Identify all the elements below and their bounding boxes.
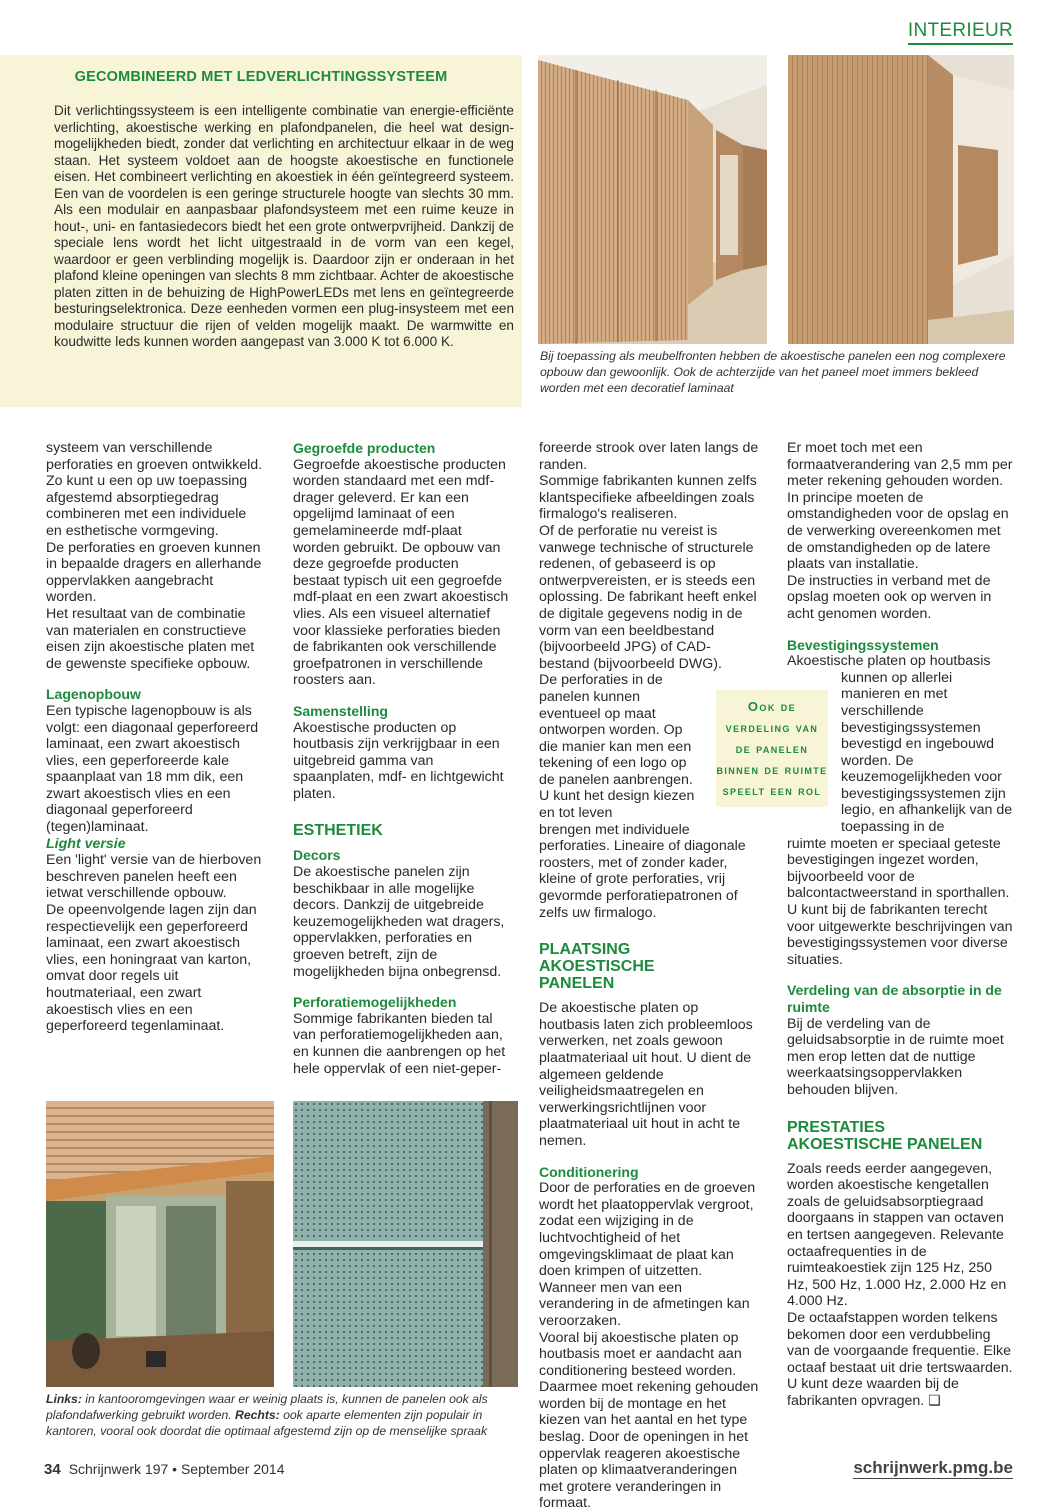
col2-paragraph: De akoestische panelen zijn beschikbaar in alle mogelijke decors. Dankzij de uitgebreide keuzemogelijkheden wat dragers, oppervlakken, perforaties en groeven betreft, zijn de mogelijkheden bijna onbegrensd.: [293, 864, 509, 980]
col4-paragraph: De octaafstappen worden telkens bekomen door een verdubbeling van de voorgaande frequentie. Elke octaaf bestaat uit drie tertswaarden. U kunt deze waarden bij de fabrikanten opvragen. ❑: [787, 1310, 1013, 1410]
top-photo-caption: Bij toepassing als meubelfronten hebben de akoestische panelen een nog complexere opbouw dan gewoonlijk. Ook de achterzijde van het paneel moet immers bekleed worden met een decoratief laminaat: [540, 348, 1012, 396]
photo-wood-wall: [788, 55, 1014, 344]
subhead-lagenopbouw: Lagenopbouw: [46, 686, 266, 703]
col1-paragraph: Het resultaat van de combinatie van materialen en constructieve eisen zijn akoestische platen met de gewenste specifieke opbouw.: [46, 606, 266, 672]
col3-paragraph: De perforaties in de panelen kunnen eventueel op maat ontworpen worden. Op die manier kan men een tekening of een logo op de panelen aanbrengen. U kunt het design kiezen en tot leven: [539, 672, 699, 821]
column-4: [787, 440, 1013, 1409]
subhead-gegroefde-producten: Gegroefde producten: [293, 440, 509, 457]
subhead-verdeling: Verdeling van de absorptie in de ruimte: [787, 982, 1013, 1015]
bottom-photo-caption: [46, 1391, 516, 1439]
subhead-bevestigingssystemen: Bevestigingssystemen: [787, 637, 1013, 654]
col4-paragraph: ruimte moeten er speciaal geteste bevestigingen ingezet worden, bijvoorbeeld voor de balcontactweerstand in sporthallen.: [787, 836, 1013, 902]
page-number: 34: [44, 1461, 61, 1478]
col1-paragraph: De perforaties en groeven kunnen in bepaalde dragers en allerhande oppervlakken aangebracht worden.: [46, 540, 266, 606]
footer-left: [44, 1461, 284, 1478]
subhead-perforatiemogelijkheden: Perforatiemogelijkheden: [293, 994, 509, 1011]
col4-paragraph: Er moet toch met een formaatverandering van 2,5 mm per meter rekening gehouden worden.: [787, 440, 1013, 490]
col3-paragraph: foreerde strook over laten langs de randen.: [539, 440, 759, 473]
caption-text-left: in kantooromgevingen waar er weinig plaats is, kunnen de panelen ook als plafondafwerking gebruikt worden.: [46, 1392, 488, 1422]
col1-paragraph: Een typische lagenopbouw is als volgt: een diagonaal geperforeerd laminaat, een zwart akoestisch vlies, een geperforeerde kale spaanplaat van 18 mm dik, een zwart akoestisch vlies en een diagonaal geperforeerd (tegen)laminaat.: [46, 703, 266, 836]
publication-info: Schrijnwerk 197 • September 2014: [69, 1461, 285, 1477]
col4-paragraph: kunnen op allerlei manieren en met verschillende bevestigingssystemen bevestigd en ingebouwd worden. De keuzemogelijkheden voor bevestigingssystemen zijn legio, en afhankelijk van de toepassing in de: [841, 670, 1013, 836]
col4-paragraph: De instructies in verband met de opslag moeten ook op werven in acht genomen worden.: [787, 573, 1013, 623]
col2-paragraph: Akoestische producten op houtbasis zijn verkrijgbaar in een uitgebreid gamma van spaanplaten, mdf- en lichtgewicht platen.: [293, 720, 509, 803]
heading-esthetiek: ESTHETIEK: [293, 822, 509, 839]
column-3: [539, 440, 759, 1512]
subhead-conditionering: Conditionering: [539, 1164, 759, 1181]
caption-label-right: Rechts:: [235, 1408, 280, 1422]
col3-paragraph: Vooral bij akoestische platen op houtbasis moet er aandacht aan conditionering besteed worden. Daarmee moet rekening gehouden worden bij de montage en het kiezen van het aantal en het type beslag. Door de openingen in het oppervlak reageren akoestische platen op klimaatveranderingen met grotere veranderingen in formaat.: [539, 1330, 759, 1512]
col4-paragraph: Bij de verdeling van de geluidsabsorptie in de ruimte moet men erop letten dat de nuttige weerkaatsingsoppervlakken behouden blijven.: [787, 1016, 1013, 1099]
subhead-decors: Decors: [293, 847, 509, 864]
website-link[interactable]: schrijnwerk.pmg.be: [853, 1458, 1013, 1479]
subhead-light-versie: Light versie: [46, 836, 266, 853]
photo-cabinet-corridor: [538, 55, 767, 344]
heading-prestaties: PRESTATIES AKOESTISCHE PANELEN: [787, 1119, 987, 1153]
col4-paragraph: Akoestische platen op houtbasis: [787, 653, 1013, 670]
photo-office-ceiling: [46, 1101, 274, 1387]
box-title: GECOMBINEERD MET LEDVERLICHTINGSSYSTEEM: [0, 69, 522, 85]
col1-paragraph: De opeenvolgende lagen zijn dan respectievelijk een geperforeerd laminaat, een zwart akoestisch vlies, een honingraat van karton, omvat door regels uit houtmateriaal, een zwart akoestisch vlies en een geperforeerd tegenlaminaat.: [46, 902, 266, 1035]
box-body: Dit verlichtingssysteem is een intelligente combinatie van energie-efficiënte verlichting, akoestische werking en plafondpanelen, die heel wat design-mogelijkheden biedt, zonder dat verlichting en architectuur elkaar in de weg staan. Het systeem voldoet aan de hoogste akoestische en functionele eisen. Het combineert verlichting en akoestiek in één geïntegreerd systeem. Een van de voordelen is een geringe structurele hoogte van slechts 30 mm. Als een modulair en aanpasbaar plafondsysteem met een ruime keuze in hout-, uni- en fantasiedecors biedt het een grote ontwerpvrijheid. Dankzij de speciale lens wordt het licht uitgestraald in de vorm van een kegel, waardoor er geen verblinding mogelijk is. Daardoor zijn er onderaan in het plafond kleine openingen van slechts 8 mm zichtbaar. Achter de akoestische platen zitten in de behuizing de HighPowerLEDs met lens en geïntegreerde besturingselektronica. Deze eenheden vormen een plug-insysteem met een modulaire structuur die rijen of velden mogelijk maakt. De warmwitte en koudwitte leds kunnen worden aangepast van 3.000 K tot 6.000 K.: [54, 103, 514, 351]
col1-paragraph: systeem van verschillende perforaties en groeven ontwikkeld. Zo kunt u een op uw toepassing afgestemd absorptiegedrag combineren met een individuele en esthetische vormgeving.: [46, 440, 266, 540]
col4-paragraph: U kunt bij de fabrikanten terecht voor uitgewerkte beschrijvingen van bevestigingssystemen voor diverse situaties.: [787, 902, 1013, 968]
caption-text-right: ook aparte elementen zijn populair in kantoren, vooral ook doordat die optimaal afgestemd zijn op de menselijke spraak: [46, 1408, 487, 1438]
col3-paragraph: Of de perforatie nu vereist is vanwege technische of structurele redenen, of gebaseerd is op ontwerpvereisten, er is steeds een oplossing. De fabrikant heeft enkel de digitale gegevens nodig in de vorm van een beeldbestand (bijvoorbeeld JPG) of CAD-bestand (bijvoorbeeld DWG).: [539, 523, 759, 672]
col2-paragraph: Gegroefde akoestische producten worden standaard met een mdf-drager geleverd. Er kan een opgelijmd laminaat of een gemelamineerde mdf-plaat worden gebruikt. De opbouw van deze gegroefde producten bestaat typisch uit een gegroefde mdf-plaat en een zwart akoestisch vlies. Als een visueel alternatief voor klassieke perforaties bieden de fabrikanten ook verschillende groefpatronen in verschillende roosters aan.: [293, 457, 509, 689]
led-info-box: [0, 55, 522, 407]
section-tag: INTERIEUR: [908, 20, 1013, 45]
photo-perforated-panel: [293, 1101, 518, 1387]
col4-paragraph: Zoals reeds eerder aangegeven, worden akoestische kengetallen zoals de geluidsabsorptiegraad doorgaans in stappen van octaven en tertsen aangegeven. Relevante octaafrequenties in de ruimteakoestiek zijn 125 Hz, 250 Hz, 500 Hz, 1.000 Hz, 2.000 Hz en 4.000 Hz.: [787, 1161, 1013, 1310]
column-2: [293, 440, 509, 1077]
caption-label-left: Links:: [46, 1392, 82, 1406]
col1-paragraph: Een 'light' versie van de hierboven beschreven panelen heeft een ietwat verschillende opbouw.: [46, 852, 266, 902]
col3-paragraph: De akoestische platen op houtbasis laten zich probleemloos verwerken, net zoals gewoon plaatmateriaal uit hout. U dient de algemeen geldende veiligheidsmaatregelen en verwerkingsrichtlijnen voor plaatmateriaal uit hout in acht te nemen.: [539, 1000, 759, 1149]
col3-paragraph: Door de perforaties en de groeven wordt het plaatoppervlak vergroot, zodat een wijziging in de luchtvochtigheid of het omgevingsklimaat de plaat kan doen krimpen of uitzetten. Wanneer men van een verandering in de afmetingen kan veroorzaken.: [539, 1180, 759, 1329]
pull-quote: Ook de verdeling van de panelen binnen de ruimte speelt een rol: [716, 690, 828, 807]
col3-paragraph: brengen met individuele perforaties. Lineaire of diagonale roosters, met of zonder kader, kleine of grote perforaties, vrij gevormde perforatiepatronen of zelfs uw firmalogo.: [539, 822, 759, 922]
heading-plaatsing: PLAATSING AKOESTISCHE PANELEN: [539, 941, 729, 992]
column-1: [46, 440, 266, 1035]
col2-paragraph: Sommige fabrikanten bieden tal van perforatiemogelijkheden aan, en kunnen die aanbrengen op het hele oppervlak of een niet-geper-: [293, 1011, 509, 1077]
col3-paragraph: Sommige fabrikanten kunnen zelfs klantspecifieke afbeeldingen zoals firmalogo's realiseren.: [539, 473, 759, 523]
subhead-samenstelling: Samenstelling: [293, 703, 509, 720]
col4-paragraph: In principe moeten de omstandigheden voor de opslag en de verwerking overeenkomen met de omstandigheden op de latere plaats van installatie.: [787, 490, 1013, 573]
